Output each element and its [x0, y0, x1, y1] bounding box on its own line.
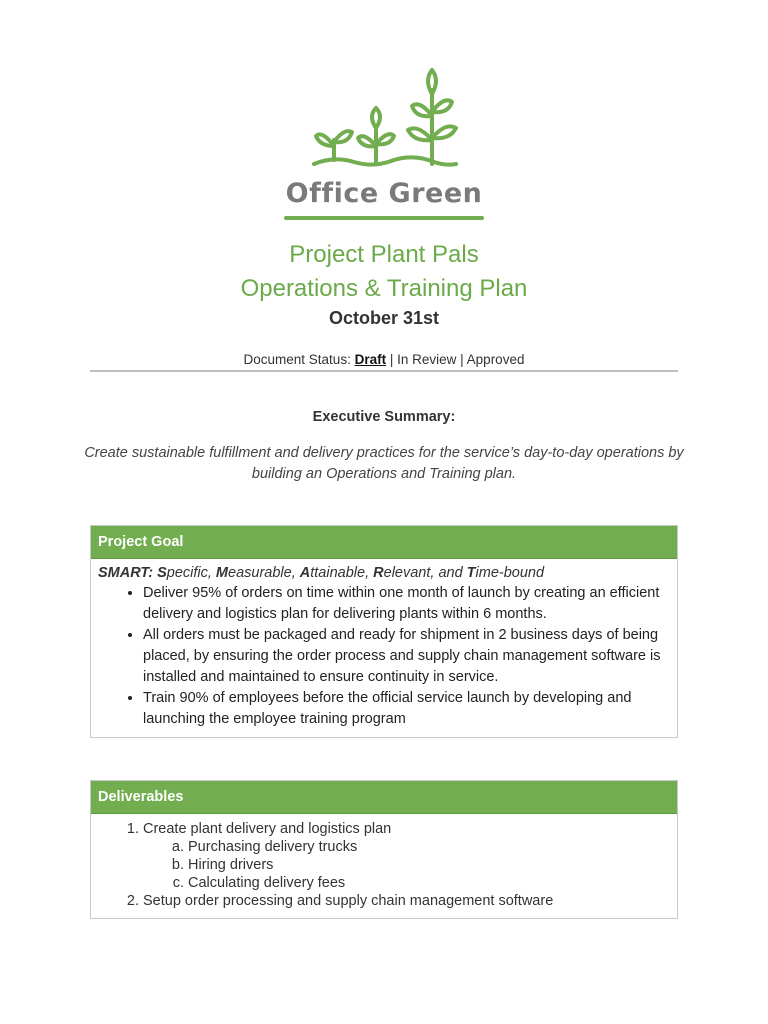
smart-t: T [466, 565, 476, 581]
deliverable-subitem: c. Calculating delivery fees [188, 874, 677, 892]
executive-summary-heading: Executive Summary: [312, 409, 456, 425]
smart-relevant: elevant, and [383, 565, 467, 581]
goal-item: • All orders must be packaged and ready for shipment in 2 business days of being placed, by ensuring the order process and supply chain management software is installed and maintained to ensure continuity in service. [143, 625, 677, 688]
goal-item: • Train 90% of employees before the official service launch by developing and launching the employee training program [143, 688, 677, 730]
status-draft: Draft [354, 352, 387, 367]
smart-measurable: easurable, [228, 565, 300, 581]
project-title: Project Plant Pals [289, 241, 479, 268]
deliverables-section [90, 780, 678, 919]
plan-title: Operations & Training Plan [240, 275, 528, 302]
deliverable-text: Create plant delivery and logistics plan [143, 821, 392, 837]
deliverable-subitem: b. Hiring drivers [188, 856, 677, 874]
smart-m: M [215, 565, 229, 581]
deliverables-header: Deliverables [91, 781, 677, 814]
smart-specific: pecific, [166, 565, 216, 581]
goal-list [91, 583, 677, 730]
goal-item: • Deliver 95% of orders on time within one month of launch by creating an efficient delivery and logistics plan for delivering plants within 6 months. [143, 583, 677, 625]
deliverable-item [143, 820, 677, 892]
plant-sprouts-icon [284, 66, 484, 176]
document-status [0, 352, 768, 367]
deliverable-item: 2. Setup order processing and supply chain management software [143, 892, 677, 910]
status-options: | In Review | Approved [389, 352, 525, 367]
smart-a: A [299, 565, 311, 581]
executive-summary-text: Create sustainable fulfillment and delivery practices for the service’s day-to-day operations by building an Operations and Training plan. [84, 445, 684, 482]
deliverables-list [91, 820, 677, 910]
project-goal-section [90, 525, 678, 738]
smart-timebound: ime-bound [475, 565, 545, 581]
deliverable-sublist [143, 838, 677, 892]
project-goal-header: Project Goal [91, 526, 677, 559]
smart-attainable: ttainable, [310, 565, 374, 581]
header-divider [90, 370, 678, 372]
smart-line [98, 565, 677, 581]
smart-r: R [373, 565, 384, 581]
logo-wordmark: Office Green [285, 178, 483, 209]
office-green-logo [284, 66, 484, 226]
status-label: Document Status: [243, 352, 351, 367]
smart-label: SMART: [98, 565, 154, 581]
logo-underline [284, 216, 484, 220]
document-date: October 31st [328, 308, 440, 328]
deliverable-subitem: a. Purchasing delivery trucks [188, 838, 677, 856]
smart-s: S [157, 565, 167, 581]
